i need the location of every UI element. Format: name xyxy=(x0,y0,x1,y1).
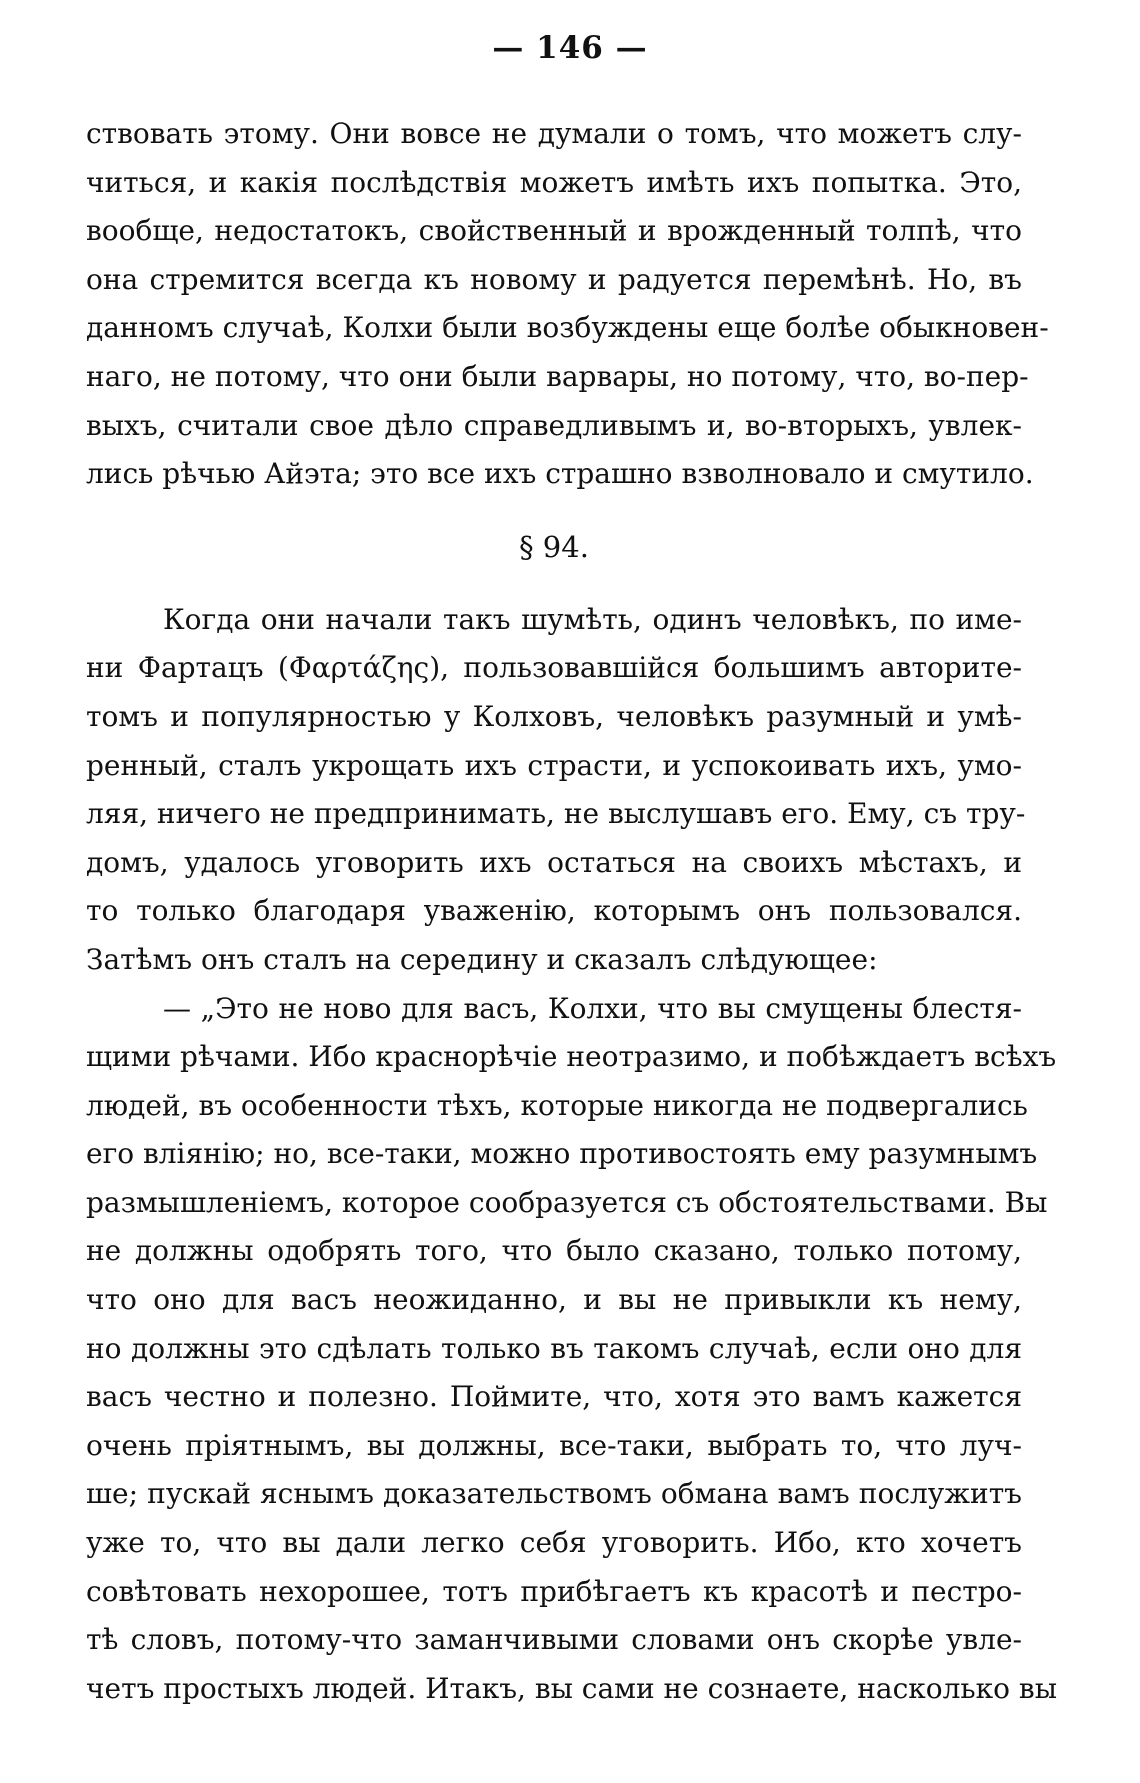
text-line: то только благодаря уваженію, которымъ онъ пользовался. xyxy=(86,894,1022,928)
text-line: но должны это сдѣлать только въ такомъ случаѣ, если оно для xyxy=(86,1331,1022,1365)
text-line: ляя, ничего не предпринимать, не выслушавъ его. Ему, съ тру- xyxy=(86,797,1026,831)
text-line: ше; пускай яснымъ доказательствомъ обмана вамъ послужитъ xyxy=(86,1477,1022,1511)
text-line: уже то, что вы дали легко себя уговорить. Ибо, кто хочетъ xyxy=(86,1526,1022,1560)
section-heading: § 94. xyxy=(519,529,589,564)
paragraph-2 xyxy=(86,596,1026,985)
text-line: наго, не потому, что они были варвары, но потому, что, во-пер- xyxy=(86,359,1029,393)
text-line: данномъ случаѣ, Колхи были возбуждены еще болѣе обыкновен- xyxy=(86,311,1049,345)
paragraph-3 xyxy=(86,985,1057,1714)
text-line: она стремится всегда къ новому и радуется перемѣнѣ. Но, въ xyxy=(86,262,1022,296)
text-line: четъ простыхъ людей. Итакъ, вы сами не сознаете, насколько вы xyxy=(86,1671,1057,1705)
text-line: вообще, недостатокъ, свойственный и врожденный толпѣ, что xyxy=(86,214,1022,248)
text-line: Затѣмъ онъ сталъ на середину и сказалъ слѣдующее: xyxy=(86,942,878,976)
text-line: ренный, сталъ укрощать ихъ страсти, и успокоивать ихъ, умо- xyxy=(86,748,1022,782)
text-line: людей, въ особенности тѣхъ, которые никогда не подвергались xyxy=(86,1088,1028,1122)
text-line: не должны одобрять того, что было сказано, только потому, xyxy=(86,1234,1022,1268)
text-line: домъ, удалось уговорить ихъ остаться на своихъ мѣстахъ, и xyxy=(86,845,1022,879)
body-text xyxy=(86,110,1057,1713)
text-line: читься, и какія послѣдствія можетъ имѣть ихъ попытка. Это, xyxy=(86,165,1022,199)
text-line: щими рѣчами. Ибо краснорѣчіе неотразимо, и побѣждаетъ всѣхъ xyxy=(86,1040,1057,1074)
text-line: ствовать этому. Они вовсе не думали о томъ, что можетъ слу- xyxy=(86,117,1022,150)
text-line: томъ и популярностью у Колховъ, человѣкъ разумный и умѣ- xyxy=(86,699,1022,733)
paragraph-1 xyxy=(86,110,1049,499)
page-number: — 146 — xyxy=(492,30,648,66)
text-line: размышленіемъ, которое сообразуется съ обстоятельствами. Вы xyxy=(86,1185,1048,1219)
text-line: ни Фартацъ (Φαρτάζης), пользовавшійся большимъ авторите- xyxy=(86,651,1022,685)
text-line: — „Это не ново для васъ, Колхи, что вы смущены блестя- xyxy=(163,991,1022,1025)
text-line: тѣ словъ, потому-что заманчивыми словами онъ скорѣе увле- xyxy=(86,1623,1022,1657)
text-line: лись рѣчью Айэта; это все ихъ страшно взволновало и смутило. xyxy=(86,457,1034,491)
text-line: что оно для васъ неожиданно, и вы не привыкли къ нему, xyxy=(86,1283,1022,1317)
text-line: очень пріятнымъ, вы должны, все-таки, выбрать то, что луч- xyxy=(86,1428,1022,1462)
text-line: совѣтовать нехорошее, тотъ прибѣгаетъ къ красотѣ и пестро- xyxy=(86,1574,1022,1608)
text-line: васъ честно и полезно. Поймите, что, хотя это вамъ кажется xyxy=(86,1380,1022,1414)
text-line: Когда они начали такъ шумѣть, одинъ человѣкъ, по име- xyxy=(163,602,1022,636)
text-line: его вліянію; но, все-таки, можно противостоять ему разумнымъ xyxy=(86,1137,1038,1171)
text-line: выхъ, считали свое дѣло справедливымъ и, во-вторыхъ, увлек- xyxy=(86,408,1022,442)
